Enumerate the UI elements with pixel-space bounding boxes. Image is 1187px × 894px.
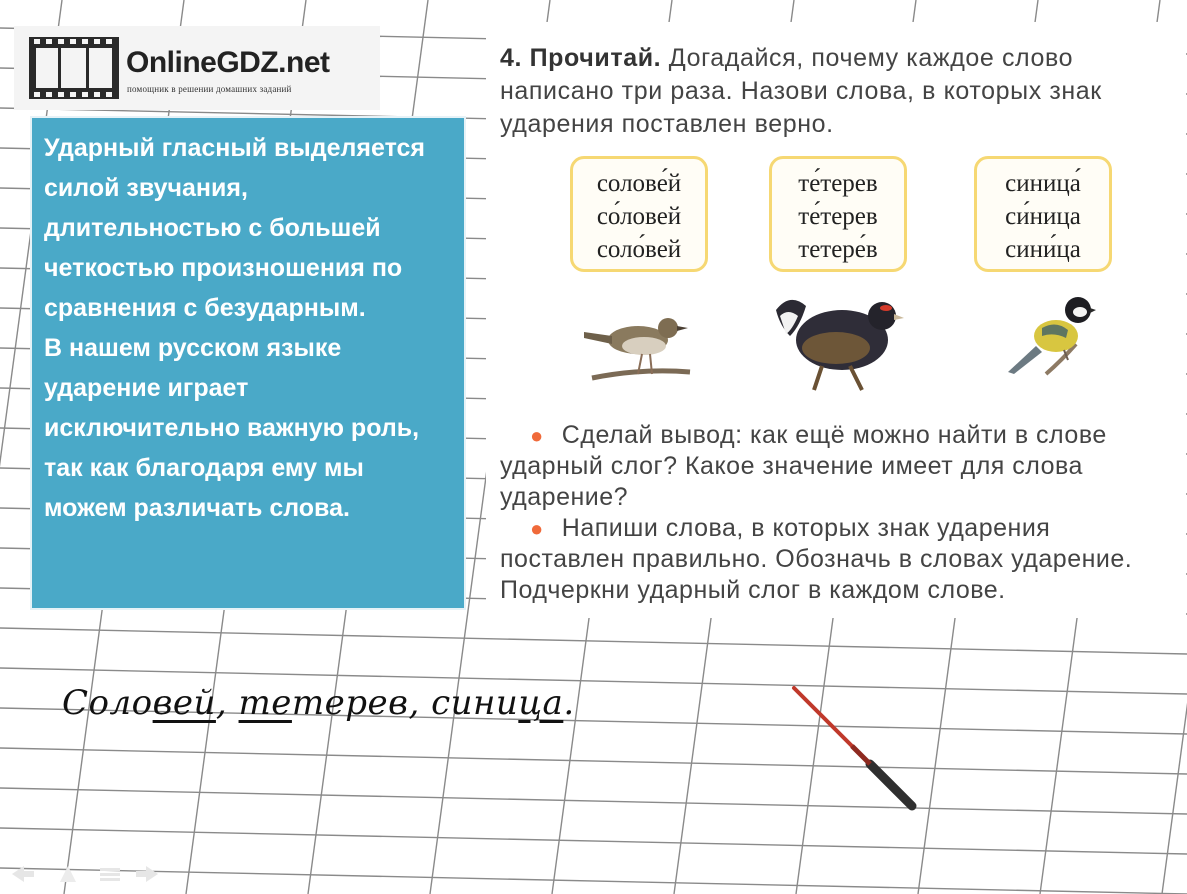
word-box-nightingale — [570, 156, 708, 272]
nav-arrows-icon[interactable] — [8, 862, 168, 886]
word-variant: солове́й — [596, 170, 682, 197]
textbook-exercise — [486, 22, 1186, 618]
word-variant: синица́ — [1005, 170, 1081, 197]
answer-separator: , — [408, 683, 432, 723]
answer-separator: , — [215, 683, 239, 723]
word-box-titmouse — [974, 156, 1112, 272]
explanation-note — [30, 116, 466, 610]
answer-word-1-start: Соло — [62, 683, 153, 723]
pen-icon — [790, 684, 920, 814]
task-bullet-2-text: Напиши слова, в которых знак ударения поставлен правильно. Обозначь в словах ударение. Подчеркни ударный слог в каждом слове. — [500, 514, 1133, 604]
logo-brand-text: OnlineGDZ.net — [126, 46, 330, 79]
exercise-instruction: Догадайся, почему каждое слово написано три раза. Назови слова, в которых знак ударения поставлен верно. — [500, 44, 1102, 138]
word-variant: сини́ца — [1005, 236, 1081, 263]
bullet-dot-icon: ● — [530, 516, 544, 541]
grid-line — [0, 788, 1187, 814]
nightingale-bird — [582, 292, 694, 382]
task-bullet-1-text: Сделай вывод: как ещё можно найти в слове ударный слог? Какое значение имеет для слова ударение? — [500, 421, 1107, 511]
exercise-tasks — [500, 420, 1180, 606]
bullet-dot-icon: ● — [530, 423, 544, 448]
task-bullet-1 — [500, 420, 1180, 513]
word-variant: тетере́в — [798, 236, 878, 263]
answer-word-3-start: сини — [431, 683, 519, 723]
grid-line — [0, 748, 1187, 774]
grid-line — [0, 868, 1187, 894]
film-strip-icon — [28, 36, 120, 100]
answer-word-1-stressed: вей — [152, 683, 216, 723]
task-bullet-2 — [500, 513, 1180, 606]
grouse-bird — [770, 286, 914, 396]
word-box-grouse — [769, 156, 907, 272]
word-variant: те́терев — [798, 170, 878, 197]
grid-line — [0, 828, 1187, 854]
exercise-heading — [500, 42, 1180, 141]
grid-line — [0, 628, 1187, 654]
word-variant: те́терев — [798, 203, 878, 230]
answer-word-2-stressed: те — [238, 683, 292, 723]
note-paragraph-1: Ударный гласный выделяется силой звучания, длительностью с большей четкостью произношения по сравнения с безударным. — [44, 134, 425, 322]
word-variant: си́ница — [1005, 203, 1081, 230]
note-paragraph-2: В нашем русском языке ударение играет исключительно важную роль, так как благодаря ему мы можем различать слова. — [44, 334, 420, 522]
answer-word-3-stressed: ца — [518, 683, 564, 723]
word-variant: соло́вей — [596, 236, 682, 263]
site-logo[interactable] — [14, 26, 380, 110]
logo-tagline: помощник в решении домашних заданий — [127, 84, 292, 94]
word-variant: со́ловей — [596, 203, 682, 230]
answer-period: . — [563, 683, 575, 723]
exercise-number: 4. Прочитай. — [500, 44, 662, 72]
answer-word-2-end: терев — [291, 683, 409, 723]
titmouse-bird — [1006, 290, 1096, 386]
handwritten-answer — [62, 683, 575, 723]
